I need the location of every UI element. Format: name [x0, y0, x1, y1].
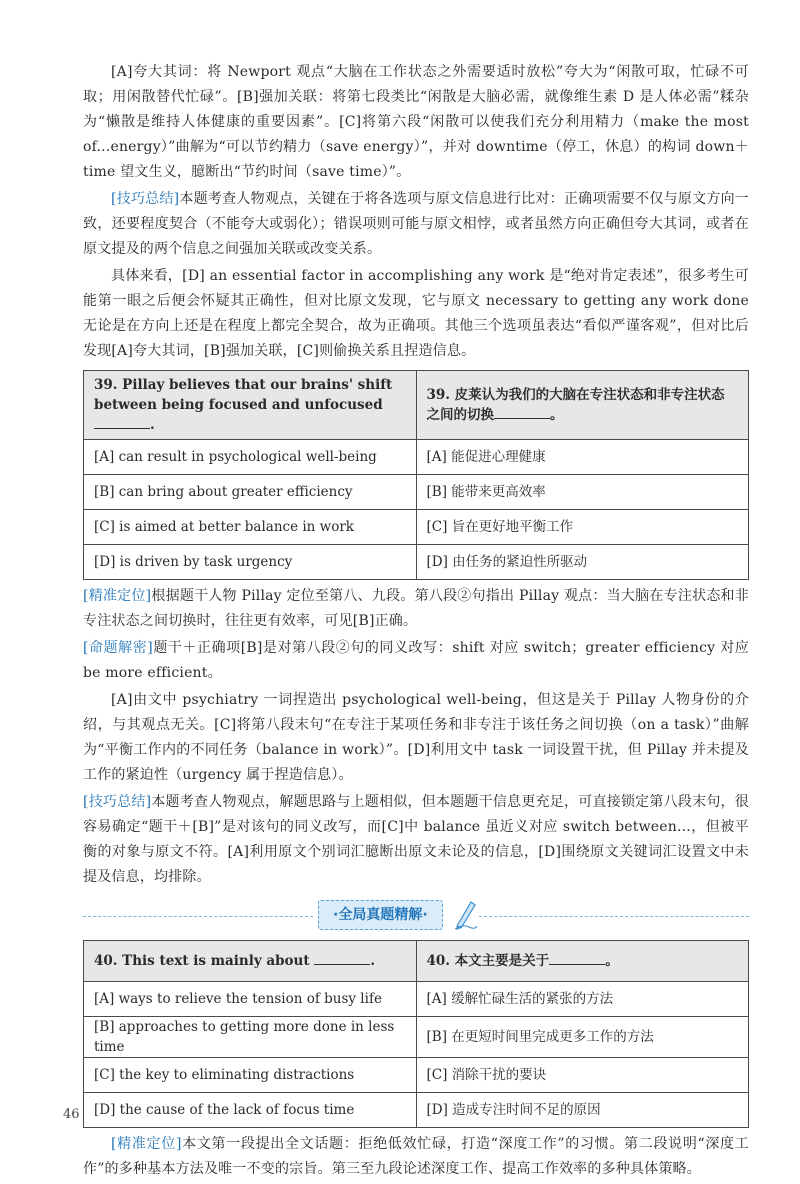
option-zh: [A] 缓解忙碌生活的紧张的方法 [416, 982, 749, 1017]
paragraph [83, 790, 749, 890]
paragraph-text: 本文第一段提出全文话题：拒绝低效忙碌，打造“深度工作”的习惯。第二段说明“深度工作”的多种基本方法及唯一不变的宗旨。第三至九段论述深度工作、提高工作效率的多种具体策略。 [83, 1136, 749, 1177]
option-en: [B] approaches to getting more done in less time [84, 1017, 417, 1058]
question-stem-en: 39. Pillay believes that our brains' shift between being focused and unfocused . [84, 371, 417, 440]
option-row [84, 1017, 749, 1058]
option-en: [B] can bring about greater efficiency [84, 475, 417, 510]
tag-label: [精准定位] [111, 1136, 182, 1152]
question-stem-zh: 39. 皮莱认为我们的大脑在专注状态和非专注状态之间的切换 。 [416, 371, 749, 440]
paragraph: [A]夸大其词：将 Newport 观点“大脑在工作状态之外需要适时放松”夸大为“闲散可取，忙碌不可取；用闲散替代忙碌”。[B]强加关联：将第七段类比“闲散是大脑必需，就像维生素 D 是人体必需”糅杂为“懒散是维持人体健康的重要因素”。[C]将第六段“闲散可以使我们充分利用精力（make the most of...energy）”曲解为“可以节约精力（save energy）”，并对 downtime（停工，休息）的构词 down＋time 望文生义，臆断出“节约时间（save time）”。 [83, 64, 749, 180]
option-row [84, 510, 749, 545]
option-zh: [C] 旨在更好地平衡工作 [416, 510, 749, 545]
option-row [84, 545, 749, 580]
answer-blank [494, 406, 550, 419]
answer-blank [314, 952, 370, 965]
page-number: 46 [63, 1107, 80, 1122]
paragraph [83, 1132, 749, 1182]
option-en: [A] ways to relieve the tension of busy life [84, 982, 417, 1017]
paragraph [83, 636, 749, 686]
option-zh: [B] 能带来更高效率 [416, 475, 749, 510]
question-stem-zh: 40. 本文主要是关于 。 [416, 941, 749, 982]
content [83, 60, 749, 1184]
option-row [84, 1058, 749, 1093]
question-39-table [83, 370, 749, 580]
tag-label: [命题解密] [83, 640, 153, 656]
option-row [84, 440, 749, 475]
paragraph: 具体来看，[D] an essential factor in accomplishing any work 是“绝对肯定表述”，很多考生可能第一眼之后便会怀疑其正确性，但对比原文发现，它与原文 necessary to getting any work done 无论是在方向上还是在程度上都完全契合，故为正确项。其他三个选项虽表达“看似严谨客观”，但对比后发现[A]夸大其词，[B]强加关联，[C]则偷换关系且捏造信息。 [83, 268, 749, 359]
paragraph-text: 本题考查人物观点，关键在于将各选项与原文信息进行比对：正确项需要不仅与原文方向一致，还要程度契合（不能夸大或弱化）；错误项则可能与原文相悖，或者虽然方向正确但夸大其词，或者在原文提及的两个信息之间强加关联或改变关系。 [83, 191, 750, 257]
tag-label: [技巧总结] [111, 191, 180, 207]
option-en: [A] can result in psychological well-being [84, 440, 417, 475]
option-zh: [B] 在更短时间里完成更多工作的方法 [416, 1017, 749, 1058]
question-row [84, 371, 749, 440]
paragraph-text: 根据题干人物 Pillay 定位至第八、九段。第八段②句指出 Pillay 观点：当大脑在专注状态和非专注状态之间切换时，往往更有效率，可见[B]正确。 [83, 588, 749, 629]
option-zh: [C] 消除干扰的要诀 [416, 1058, 749, 1093]
divider [479, 916, 749, 917]
tag-label: [技巧总结] [83, 794, 152, 810]
paragraph [83, 584, 749, 634]
option-row [84, 982, 749, 1017]
option-zh: [A] 能促进心理健康 [416, 440, 749, 475]
option-zh: [D] 造成专注时间不足的原因 [416, 1093, 749, 1128]
paragraph-text: 本题考查人物观点，解题思路与上题相似，但本题题干信息更充足，可直接锁定第八段末句，很容易确定“题干＋[B]”是对该句的同义改写，而[C]中 balance 虽近义对应 switch between...，但被平衡的对象与原文不符。[A]利用原文个别词汇臆断出原文未论及的信息，[D]围绕原文关键词汇设置文中未提及信息，均排除。 [83, 794, 749, 885]
paragraph-text: 题干＋正确项[B]是对第八段②句的同义改写：shift 对应 switch；greater efficiency 对应 be more efficient。 [83, 640, 749, 681]
tag-label: [精准定位] [83, 588, 152, 604]
question-40-table [83, 940, 749, 1128]
paragraph [83, 187, 749, 262]
option-zh: [D] 由任务的紧迫性所驱动 [416, 545, 749, 580]
divider [83, 916, 313, 917]
question-row [84, 941, 749, 982]
option-en: [C] is aimed at better balance in work [84, 510, 417, 545]
option-en: [D] is driven by task urgency [84, 545, 417, 580]
option-en: [D] the cause of the lack of focus time [84, 1093, 417, 1128]
option-en: [C] the key to eliminating distractions [84, 1058, 417, 1093]
option-row [84, 475, 749, 510]
question-stem-en: 40. This text is mainly about . [84, 941, 417, 982]
answer-blank [549, 952, 605, 965]
pen-icon [453, 896, 479, 934]
paragraph: [A]由文中 psychiatry 一词捏造出 psychological well-being，但这是关于 Pillay 人物身份的介绍，与其观点无关。[C]将第八段末句“在专注于某项任务和非专注于该任务之间切换（on a task）”曲解为“平衡工作内的不同任务（balance in work）”。[D]利用文中 task 一词设置干扰，但 Pillay 并未提及工作的紧迫性（urgency 属于捏造信息）。 [83, 692, 749, 783]
option-row [84, 1093, 749, 1128]
section-header [83, 896, 749, 934]
section-title: ·全局真题精解· [318, 900, 443, 930]
answer-blank [94, 416, 150, 429]
